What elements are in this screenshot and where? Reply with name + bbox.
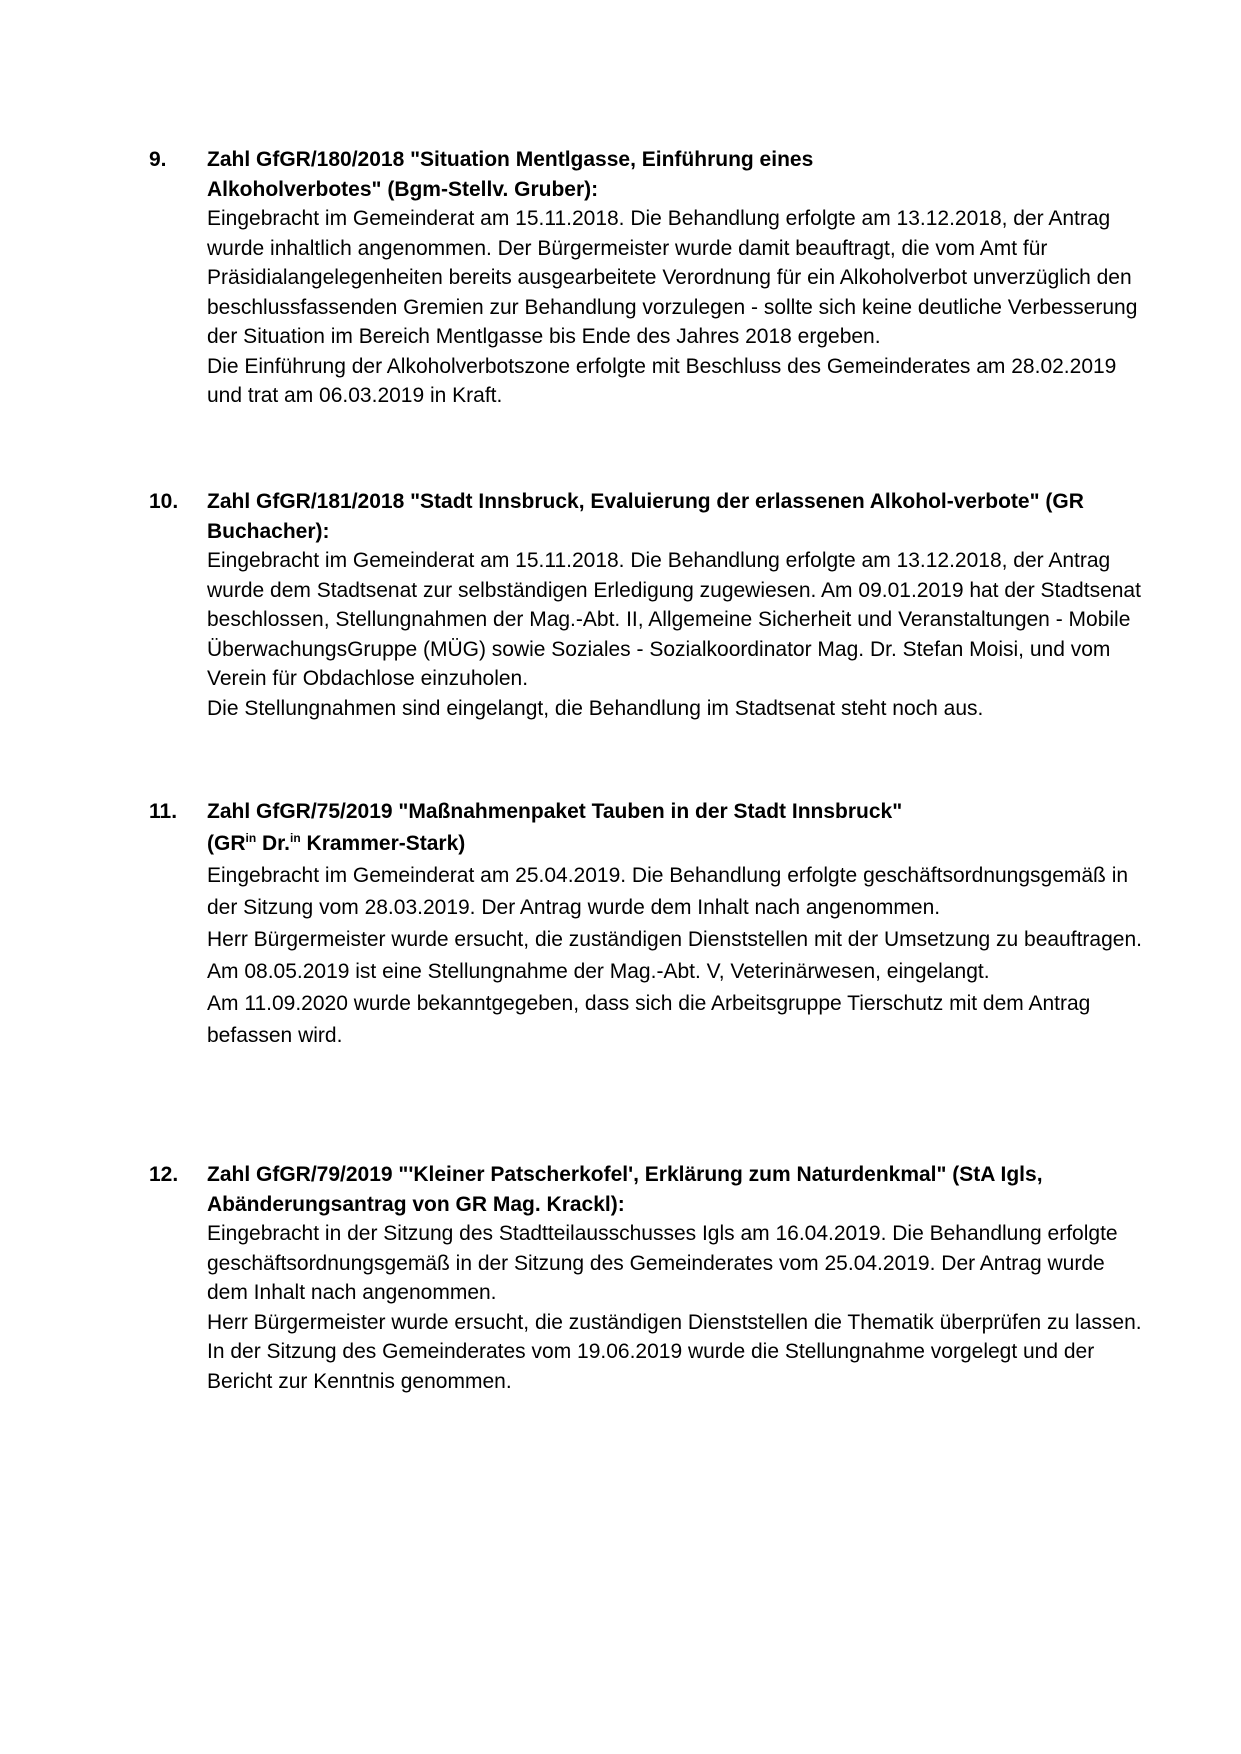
item-paragraph: Am 08.05.2019 ist eine Stellungnahme der Mag.-Abt. V, Veterinärwesen, eingelangt. <box>207 960 990 983</box>
title-superscript: in <box>290 831 301 845</box>
item-paragraph: Herr Bürgermeister wurde ersucht, die zuständigen Dienststellen die Thematik überprüfen zu lassen. <box>207 1310 1142 1334</box>
item-paragraph: Eingebracht im Gemeinderat am 25.04.2019. Die Behandlung erfolgte geschäftsordnungsgemäß in der Sitzung vom 28.03.2019. Der Antrag wurde dem Inhalt nach angenommen. <box>207 864 1129 919</box>
title-part: (GR <box>207 832 246 855</box>
item-paragraph: Herr Bürgermeister wurde ersucht, die zuständigen Dienststellen mit der Umsetzung zu beauftragen. <box>207 928 1142 951</box>
item-title: Zahl GfGR/181/2018 "Stadt Innsbruck, Evaluierung der erlassenen Alkohol-verbote" (GR Buchacher): <box>207 490 1084 543</box>
item-content <box>207 145 1149 411</box>
item-title-line <box>207 828 1149 860</box>
agenda-item <box>149 796 1149 1052</box>
item-title <box>207 796 1149 860</box>
item-title-line: Zahl GfGR/75/2019 "Maßnahmenpaket Tauben in der Stadt Innsbruck" <box>207 800 903 823</box>
item-paragraph: In der Sitzung des Gemeinderates vom 19.06.2019 wurde die Stellungnahme vorgelegt und der Bericht zur Kenntnis genommen. <box>207 1340 1095 1393</box>
agenda-item <box>149 145 1149 411</box>
agenda-item <box>149 1160 1149 1396</box>
item-content <box>207 796 1149 1052</box>
item-title: Zahl GfGR/180/2018 "Situation Mentlgasse, Einführung eines Alkoholverbotes" (Bgm-Stellv. Gruber): <box>207 148 814 201</box>
item-number: 9. <box>149 148 167 171</box>
item-number: 10. <box>149 490 179 513</box>
item-paragraph: Am 11.09.2020 wurde bekanntgegeben, dass sich die Arbeitsgruppe Tierschutz mit dem Antrag befassen wird. <box>207 992 1091 1047</box>
title-superscript: in <box>245 831 257 845</box>
item-number: 12. <box>149 1163 179 1186</box>
item-content <box>207 487 1149 723</box>
item-paragraph: Die Einführung der Alkoholverbotszone erfolgte mit Beschluss des Gemeinderates am 28.02.2019 und trat am 06.03.2019 in Kraft. <box>207 354 1117 407</box>
item-paragraph: Die Stellungnahmen sind eingelangt, die Behandlung im Stadtsenat steht noch aus. <box>207 696 984 720</box>
agenda-item <box>149 487 1149 723</box>
item-paragraph: Eingebracht im Gemeinderat am 15.11.2018. Die Behandlung erfolgte am 13.12.2018, der Antrag wurde inhaltlich angenommen. Der Bürgermeister wurde damit beauftragt, die vom Amt für Präsidialangelegenheiten bereits ausgearbeitete Verordnung für ein Alkoholverbot unverzüglich den beschlussfassenden Gremien zur Behandlung vorzulegen - sollte sich keine deutliche Verbesserung der Situation im Bereich Mentlgasse bis Ende des Jahres 2018 ergeben. <box>207 207 1138 348</box>
title-part: Dr. <box>256 832 291 855</box>
item-paragraph: Eingebracht im Gemeinderat am 15.11.2018. Die Behandlung erfolgte am 13.12.2018, der Antrag wurde dem Stadtsenat zur selbständigen Erledigung zugewiesen. Am 09.01.2019 hat der Stadtsenat beschlossen, Stellungnahmen der Mag.-Abt. II, Allgemeine Sicherheit und Veranstaltungen - Mobile ÜberwachungsGruppe (MÜG) sowie Soziales - Sozialkoordinator Mag. Dr. Stefan Moisi, und vom Verein für Obdachlose einzuholen. <box>207 549 1141 690</box>
item-title: Zahl GfGR/79/2019 "'Kleiner Patscherkofel', Erklärung zum Naturdenkmal" (StA Igls, Abänderungsantrag von GR Mag. Krackl): <box>207 1163 1043 1216</box>
item-content <box>207 1160 1149 1396</box>
title-part: Krammer-Stark) <box>300 832 466 855</box>
item-paragraph: Eingebracht in der Sitzung des Stadtteilausschusses Igls am 16.04.2019. Die Behandlung erfolgte geschäftsordnungsgemäß in der Sitzung des Gemeinderates vom 25.04.2019. Der Antrag wurde dem Inhalt nach angenommen. <box>207 1222 1118 1304</box>
item-number: 11. <box>149 800 178 823</box>
